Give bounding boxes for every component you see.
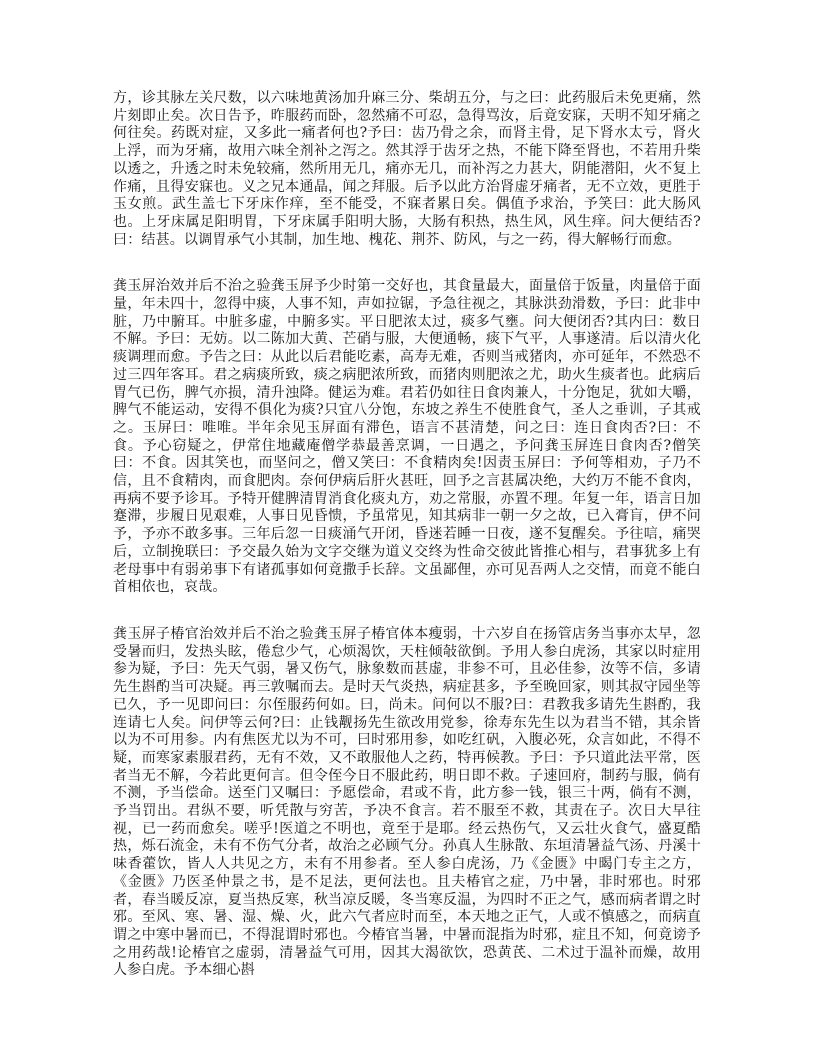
paragraph-gong-yuping-case: 龚玉屏治效并后不治之验龚玉屏予少时第一交好也，其食量最大，面量倍于饭量，肉量倍于面量，年未四十，忽得中痰，人事不知，声如拉锯，予急往视之，其脉洪劲滑数，予曰：此非中脏，乃中腑耳。中脏多虚，中腑多实。平日肥浓太过，痰多气壅。问大便闭否?其内曰：数日不解。予曰：无妨。以二陈加大黄、芒硝与服，大便通畅，痰下气平，人事遂清。后以清火化痰调理而愈。予告之曰：从此以后君能吃素，高寿无难，否则当戒猪肉，亦可延年，不然恐不过三四年客耳。君之病痰所致，痰之病肥浓所致，而猪肉则肥浓之尤，助火生痰者也。此病后胃气已伤，脾气亦损，清升浊降。健运为难。君若仍如往日食肉兼人，十分饱足，犹如大嚼，脾气不能运动，安得不俱化为痰?只宜八分饱，东坡之养生不使胜食气，圣人之垂训，子其戒之。玉屏曰：唯唯。半年余见玉屏面有滞色，语言不甚清楚，问之曰：连日食肉否?曰：不食。予心窃疑之，伊常住地藏庵僧学恭最善烹调，一日遇之，予问龚玉屏连日食肉否?僧笑曰：不食。因其笑也，而坚问之，僧又笑曰：不食精肉矣!因责玉屏曰：予何等相劝，子乃不信，且不食精肉，而食肥肉。奈何伊病后肝火甚旺，回予之言甚属决绝，大约万不能不食肉，再病不要予诊耳。予特开健脾清胃消食化痰丸方，劝之常服，亦置不理。年复一年，语言日加蹇滞，步履日见艰难，人事日见昏愦，予虽常见，知其病非一朝一夕之故，已入膏肓，伊不问予，予亦不敢多事。三年后忽一日痰涌气开闭，昏迷若睡一日夜，遂不复醒矣。予往唁，痛哭后，立制挽联曰：予交最久始为文字交继为道义交终为性命交彼此皆推心相与，君事犹多上有老母事中有弱弟事下有诸孤事如何竟撒手长辞。文虽鄙俚，亦可见吾两人之交情，而竟不能白首相依也，哀哉。	[113, 278, 701, 596]
text-block	[113, 90, 701, 980]
paragraph-tooth-pain-case: 方，诊其脉左关尺数，以六味地黄汤加升麻三分、柴胡五分，与之曰：此药服后未免更痛，然片刻即止矣。次日告予，昨服药而卧，忽然痛不可忍，急得骂汝，后竟安寐，天明不知牙痛之何往矣。药既对症，又多此一痛者何也?予曰：齿乃骨之余，而肾主骨，足下肾水太亏，肾火上浮，而为牙痛，故用六味全剂补之泻之。然其浮于齿牙之热，不能下降至肾也，不若用升柴以透之，升透之时未免较痛，然所用无几，痛亦无几，而补泻之力甚大，阴能潜阳，火不复上作痛，且得安寐也。义之兄本通晶，闻之拜服。后予以此方治肾虚牙痛者，无不立效，更胜于玉女煎。武生盖七下牙床作痒，至不能受，不寐者累日矣。偶值予求治，予笑曰：此大肠风也。上牙床属足阳明胃，下牙床属手阳明大肠，大肠有积热，热生风，风生痒。问大便结否?曰：结甚。以调胃承气小其制，加生地、槐花、荆芥、防风，与之一药，得大解畅行而愈。	[113, 90, 701, 248]
paragraph-chunguan-case: 龚玉屏子椿官治效并后不治之验龚玉屏子椿官体本瘦弱，十六岁自在扬管店务当事亦太早，忽受暑而归，发热头眩，倦怠少气，心烦渴饮，天柱倾敧欲倒。予用人参白虎汤，其家以时症用参为疑，予曰：先天气弱，暑又伤气，脉象数而甚虚，非参不可，且必佳参，汝等不信，多请先生斟酌当可决疑。再三敦嘱而去。是时天气炎热，病症甚多，予至晚回家，则其叔守园坐等已久，予一见即问曰：尔侄服药何如。曰，尚未。问何以不服?曰：君教我多请先生斟酌，我连请七人矣。问伊等云何?曰：止钱觏扬先生欲改用党参，徐寿东先生以为君当不错，其余皆以为不可用参。内有焦医尤以为不可，曰时邪用参，如吃红矾，入腹必死，众言如此，不得不疑，而寒家素服君药，无有不效，又不敢服他人之药，特再候教。予曰：予只道此法平常，医者当无不解，今若此更何言。但令侄今日不服此药，明日即不救。子速回府，制药与服，倘有不测，予当偿命。送至门又嘱曰：予愿偿命，君或不肯，此方参一钱，银三十两，倘有不测，予当罚出。君纵不要，听凭散与穷苦，予决不食言。若不服至不救，其责在子。次日大早往视，已一药而愈矣。嗟乎!医道之不明也，竟至于是耶。经云热伤气，又云壮火食气，盛夏酷热，烁石流金，未有不伤气分者，故治之必顾气分。孙真人生脉散、东垣清暑益气汤、丹溪十味香藿饮，皆人人共见之方，未有不用参者。至人参白虎汤，乃《金匮》中暍门专主之方，《金匮》乃医圣仲景之书，是不足法，更何法也。且夫椿官之症，乃中暑，非时邪也。时邪者，春当暖反凉，夏当热反寒，秋当凉反暖，冬当寒反温，为四时不正之气，感而病者谓之时邪。至风、寒、暑、湿、燥、火，此六气者应时而至，本天地之正气，人或不慎感之，而病直谓之中寒中暑而已，不得混谓时邪也。今椿官当暑，中暑而混指为时邪，症且不知，何竟谤予之用药哉!论椿官之虚弱，清暑益气可用，因其大渴欲饮，恐黄芪、二术过于温补而燥，故用人参白虎。予本细心斟	[113, 625, 701, 979]
